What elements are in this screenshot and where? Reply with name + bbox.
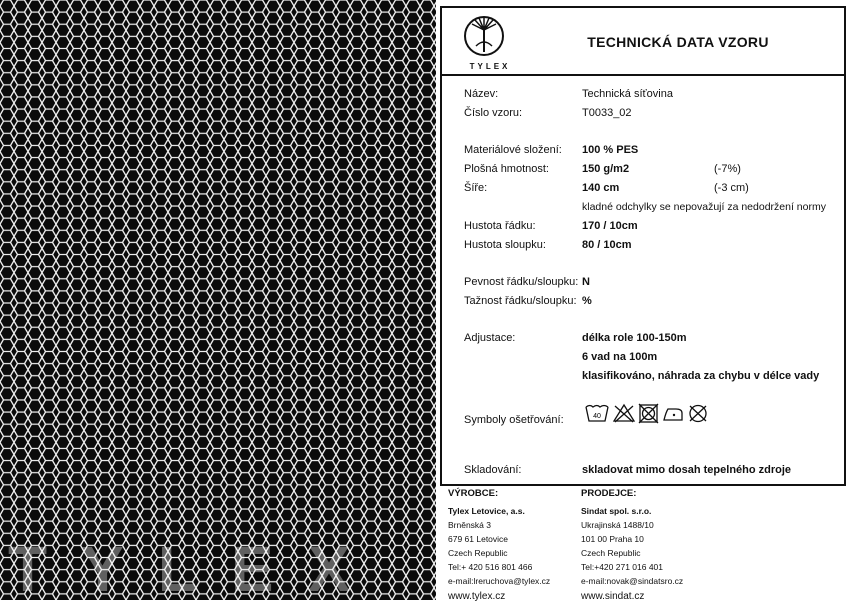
odchylky-note: kladné odchylky se nepovažují za nedodržení normy	[582, 201, 826, 213]
vyrobce-heading: VÝROBCE:	[448, 488, 499, 499]
vyrobce-web-link[interactable]: www.tylex.cz	[448, 591, 506, 602]
value-plosna-hmotnost: 150 g/m2	[582, 163, 630, 175]
vyrobce-name: Tylex Letovice, a.s.	[448, 506, 525, 516]
value-hustota-sloupku: 80 / 10cm	[582, 239, 632, 251]
tolerance-sire: (-3 cm)	[714, 182, 749, 194]
label-taznost: Tažnost řádku/sloupku:	[464, 295, 577, 307]
label-adjustace: Adjustace:	[464, 332, 516, 344]
tulip-logo-icon	[448, 12, 520, 62]
label-plosna-hmotnost: Plošná hmotnost:	[464, 163, 549, 175]
logo-brand-text: TYLEX	[469, 62, 511, 71]
no-dry-clean-icon	[690, 406, 706, 422]
tylex-logo	[448, 12, 520, 72]
contacts-footer	[440, 484, 850, 600]
label-nazev: Název:	[464, 88, 499, 100]
wash-40-icon	[586, 406, 608, 422]
value-cislo-vzoru: T0033_02	[582, 107, 632, 119]
vyrobce-email[interactable]: e-mail:lreruchova@tylex.cz	[448, 576, 551, 586]
adjustace-line-1: délka role 100-150m	[582, 332, 687, 344]
prodejce-heading: PRODEJCE:	[581, 488, 637, 499]
value-skladovani: skladovat mimo dosah tepelného zdroje	[582, 464, 792, 476]
sheet-header	[442, 8, 844, 76]
tylex-watermark: TYLEX	[8, 533, 385, 600]
label-pevnost: Pevnost řádku/sloupku:	[464, 276, 579, 288]
label-sire: Šíře:	[464, 182, 488, 194]
label-symboly: Symboly ošetřování:	[464, 414, 564, 426]
prodejce-country: Czech Republic	[581, 548, 641, 558]
label-skladovani: Skladování:	[464, 464, 522, 476]
value-material: 100 % PES	[582, 144, 639, 156]
value-nazev: Technická síťovina	[582, 88, 673, 100]
prodejce-email[interactable]: e-mail:novak@sindatsro.cz	[581, 576, 684, 586]
label-hustota-radku: Hustota řádku:	[464, 220, 536, 232]
wash-temp: 40	[593, 413, 601, 420]
prodejce-city: 101 00 Praha 10	[581, 534, 644, 544]
no-bleach-icon	[614, 405, 634, 422]
prodejce-street: Ukrajinská 1488/10	[581, 520, 654, 530]
label-cislo-vzoru: Číslo vzoru:	[464, 107, 523, 119]
prodejce-block	[581, 484, 781, 604]
value-pevnost: N	[582, 276, 590, 288]
adjustace-line-2: 6 vad na 100m	[582, 351, 658, 363]
vyrobce-country: Czech Republic	[448, 548, 508, 558]
prodejce-web-link[interactable]: www.sindat.cz	[581, 591, 645, 602]
iron-one-dot-icon	[664, 409, 682, 420]
sheet-title: TECHNICKÁ DATA VZORU	[587, 34, 769, 50]
value-sire: 140 cm	[582, 182, 620, 194]
label-hustota-sloupku: Hustota sloupku:	[464, 239, 546, 251]
adjustace-line-3: klasifikováno, náhrada za chybu v délce vady	[582, 370, 820, 382]
tolerance-hmotnost: (-7%)	[714, 163, 741, 175]
value-hustota-radku: 170 / 10cm	[582, 220, 638, 232]
value-taznost: %	[582, 295, 592, 307]
vyrobce-tel: Tel:+ 420 516 801 466	[448, 562, 533, 572]
prodejce-tel: Tel:+420 271 016 401	[581, 562, 664, 572]
label-material: Materiálové složení:	[464, 144, 562, 156]
technical-data-sheet	[440, 6, 846, 486]
no-tumble-dry-icon	[639, 404, 658, 423]
prodejce-name: Sindat spol. s.r.o.	[581, 506, 652, 516]
vyrobce-street: Brněnská 3	[448, 520, 491, 530]
care-symbols	[584, 402, 724, 424]
vyrobce-city: 679 61 Letovice	[448, 534, 509, 544]
